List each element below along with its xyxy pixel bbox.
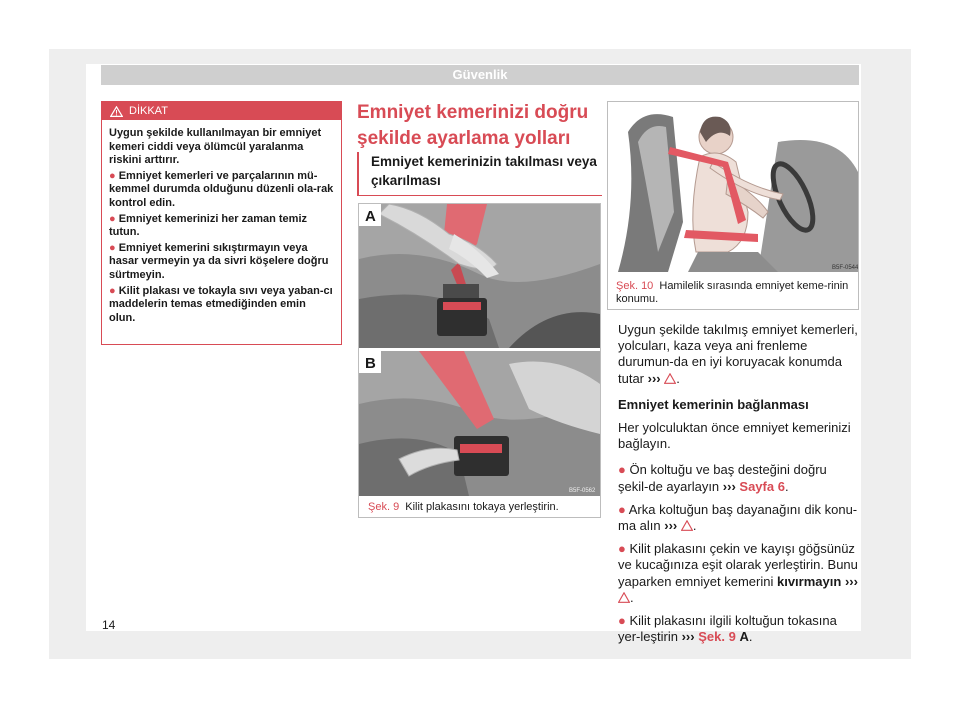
figure-code: B5F-0544 [832, 265, 858, 271]
arrow-icon: ››› [664, 518, 678, 534]
list-item: ● Ön koltuğu ve baş desteğini doğru şekil-de ayarlayın ››› Sayfa 6. [618, 462, 827, 494]
list-item: ● Kilit plakasını ilgili koltuğun tokasına yer-leştirin ››› Şek. 9 A. [618, 613, 837, 645]
pregnant-seatbelt-illustration [608, 102, 858, 272]
bullet-icon: ● [109, 169, 116, 182]
page-link[interactable]: Sayfa 6 [739, 478, 785, 494]
warning-box [101, 101, 342, 345]
panel-label-a: A [365, 208, 376, 225]
warning-label: DİKKAT [129, 105, 168, 117]
figure-10-caption [616, 280, 854, 306]
body-text [618, 322, 860, 652]
figure-9 [358, 203, 601, 518]
bullet-icon: ● [109, 212, 116, 225]
bullet-icon: ● [109, 241, 116, 254]
section-title: Emniyet kemerinizi doğru şekilde ayarlama yolları [357, 102, 589, 149]
figure-code: B5F-0562 [569, 488, 596, 494]
warning-triangle-icon [681, 520, 693, 531]
arrow-icon: ››› [647, 370, 661, 386]
seatbelt-buckle-illustration [359, 204, 600, 496]
list-item: ● Arka koltuğun baş dayanağını dik konu-ma alın ››› . [618, 501, 858, 534]
arrow-icon: ››› [844, 573, 858, 589]
figure-ref: Şek. 9 [368, 501, 400, 513]
bullet-icon: ● [109, 284, 116, 297]
warning-header [102, 102, 341, 120]
list-item: ● Kilit plakasını çekin ve kayışı göğsünüz ve kucağınıza eşit olarak yerleştirin. Bunu yaparken emniyet kemerini kıvırmayın ››› . [618, 541, 858, 605]
body-lead: Her yolculuktan önce emniyet kemerinizi bağlayın. [618, 420, 851, 452]
warning-triangle-icon [110, 106, 123, 117]
arrow-icon: ››› [681, 629, 695, 645]
warning-intro: Uygun şekilde kullanılmayan bir emniyet kemeri ciddi veya ölümcül yaralanma riskini arttırır. [109, 127, 322, 167]
figure-link[interactable]: Şek. 9 [698, 629, 736, 645]
panel-label-b: B [365, 355, 376, 372]
warning-item: ● Emniyet kemerinizi her zaman temiz tutun. [109, 212, 308, 239]
warning-body [102, 120, 341, 325]
warning-triangle-icon [618, 592, 630, 603]
bullet-icon: ● [618, 462, 626, 478]
figure-10 [607, 101, 859, 310]
arrow-icon: ››› [722, 478, 736, 494]
figure-9-caption [368, 501, 559, 514]
section-subtitle: Emniyet kemerinizin takılması veya çıkarılması [357, 152, 602, 196]
bullet-icon: ● [618, 501, 626, 517]
page-number: 14 [102, 618, 116, 632]
bullet-icon: ● [618, 541, 626, 557]
caption-text: Kilit plakasını tokaya yerleştirin. [405, 501, 559, 513]
warning-item: ● Kilit plakası ve tokayla sıvı veya yaban-cı maddelerin temas etmediğinden emin olun. [109, 284, 333, 324]
body-heading: Emniyet kemerinin bağlanması [618, 396, 809, 412]
warning-item: ● Emniyet kemerini sıkıştırmayın veya hasar vermeyin ya da sivri köşelere doğru sürtmeyin. [109, 241, 329, 281]
warning-item: ● Emniyet kemerleri ve parçalarının mü-kemmel durumda olduğunu düzenli ola-rak kontrol edin. [109, 169, 334, 209]
warning-triangle-icon [664, 373, 676, 384]
page-header: Güvenlik [101, 65, 859, 85]
body-intro: Uygun şekilde takılmış emniyet kemerleri, yolcuları, kaza veya ani frenleme durumun-da en iyi koruyacak konumda tutar ››› . [618, 322, 858, 386]
caption-text: Hamilelik sırasında emniyet keme-rinin konumu. [616, 280, 849, 305]
figure-ref: Şek. 10 [616, 280, 654, 292]
bullet-icon: ● [618, 613, 626, 629]
